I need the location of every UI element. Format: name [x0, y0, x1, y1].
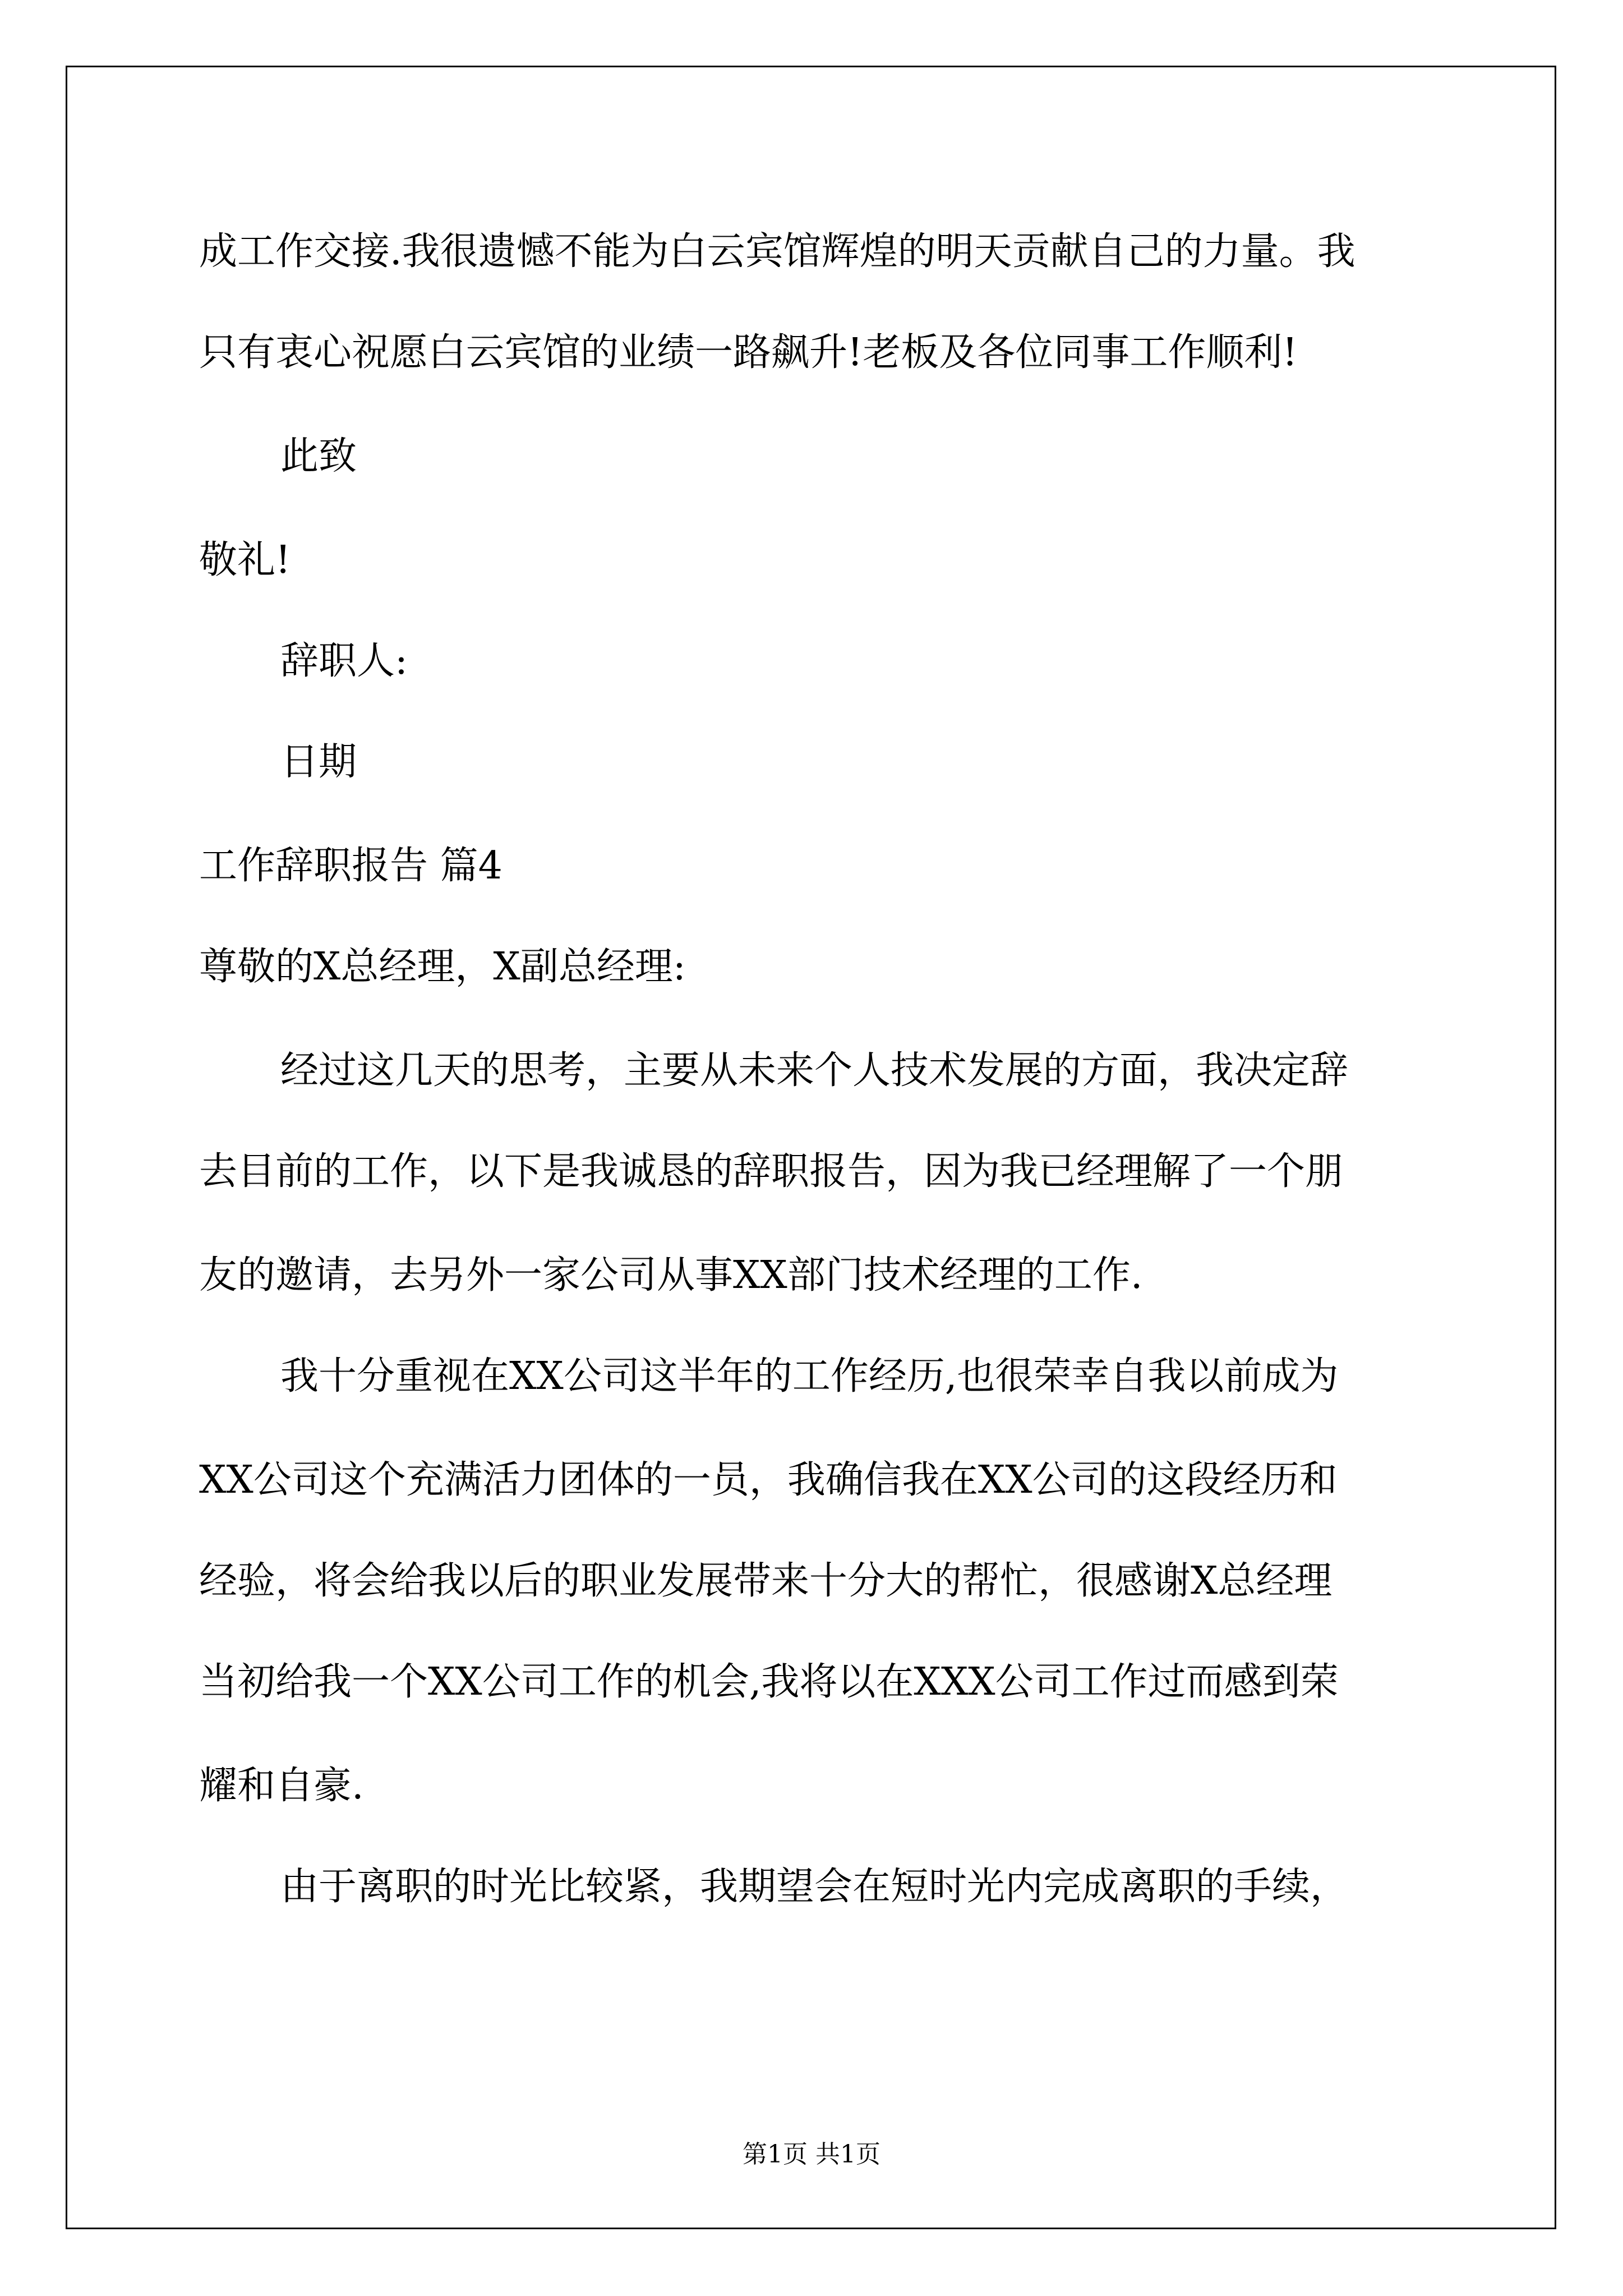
text-line: 我十分重视在XX公司这半年的工作经历,也很荣幸自我以前成为: [280, 1354, 1339, 1398]
closing-line: 敬礼!: [199, 538, 291, 582]
page-footer: 第1页 共1页: [743, 2140, 880, 2169]
date-label: 日期: [280, 740, 357, 784]
text-line: 耀和自豪.: [199, 1764, 364, 1808]
text-line: 只有衷心祝愿白云宾馆的业绩一路飙升!老板及各位同事工作顺利!: [199, 330, 1298, 375]
salutation-line: 此致: [280, 434, 357, 478]
text-line: 经验，将会给我以后的职业发展带来十分大的帮忙，很感谢X总经理: [199, 1559, 1332, 1603]
text-line: 当初给我一个XX公司工作的机会,我将以在XXX公司工作过而感到荣: [199, 1660, 1339, 1704]
recipient-line: 尊敬的X总经理，X副总经理:: [199, 945, 686, 989]
text-line: 经过这几天的思考，主要从未来个人技术发展的方面，我决定辞: [280, 1048, 1349, 1093]
resigner-label: 辞职人:: [280, 639, 408, 683]
text-line: 去目前的工作，以下是我诚恳的辞职报告，因为我已经理解了一个朋: [199, 1149, 1344, 1194]
text-line: 由于离职的时光比较紧，我期望会在短时光内完成离职的手续，: [280, 1865, 1349, 1909]
text-line: 友的邀请，去另外一家公司从事XX部门技术经理的工作.: [199, 1253, 1143, 1297]
section-heading: 工作辞职报告 篇4: [199, 844, 502, 888]
text-line: XX公司这个充满活力团体的一员，我确信我在XX公司的这段经历和: [199, 1458, 1338, 1502]
text-line: 成工作交接.我很遗憾不能为白云宾馆辉煌的明天贡献自己的力量。我: [199, 229, 1355, 274]
